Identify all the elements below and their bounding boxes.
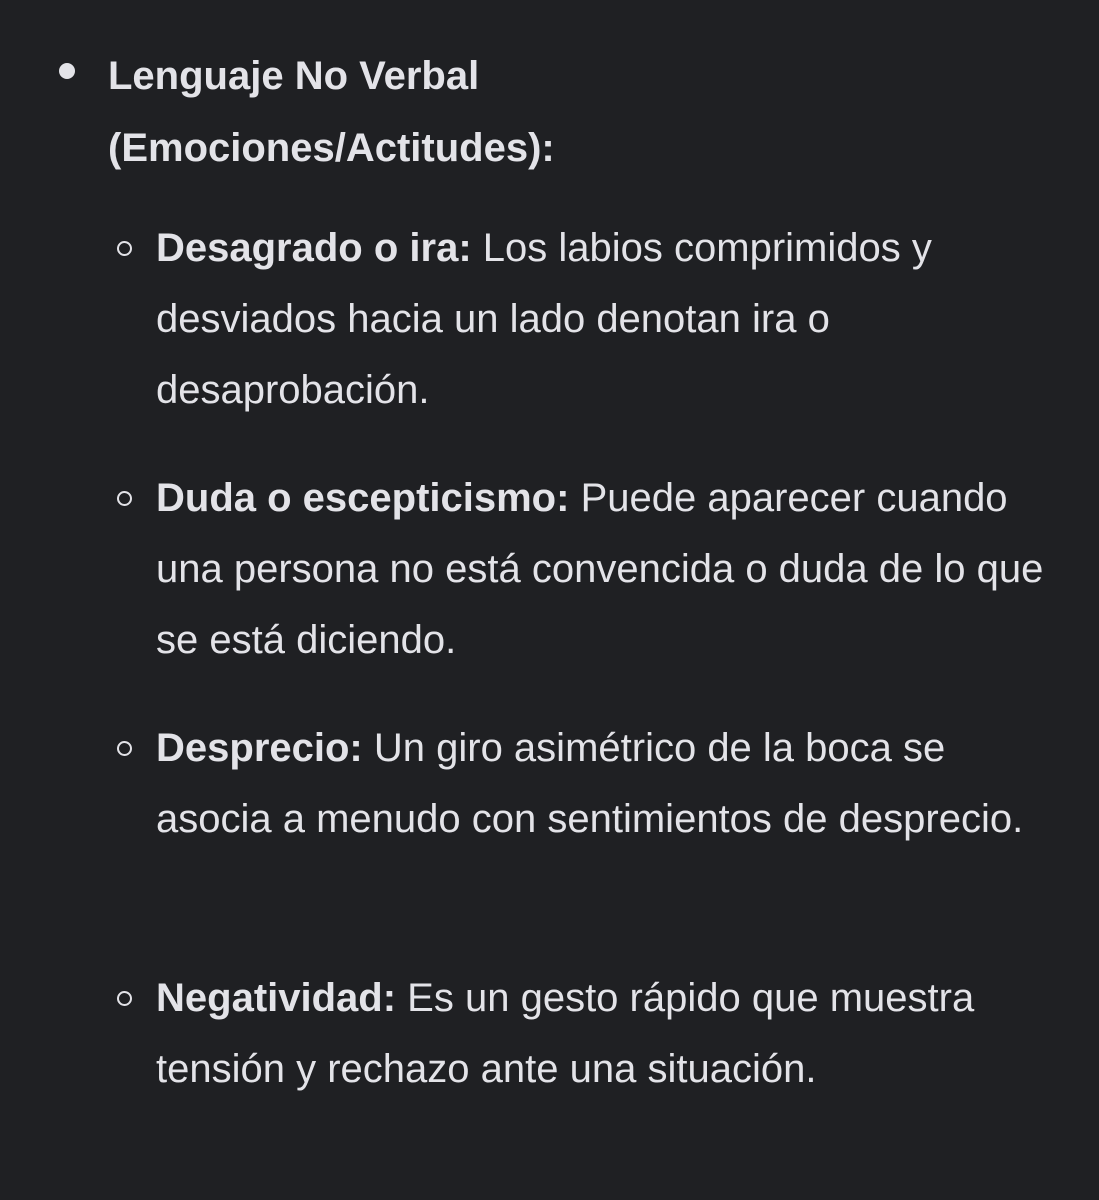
hollow-bullet-icon [117, 741, 132, 756]
list-item-term: Desagrado o ira: [156, 226, 472, 270]
hollow-bullet-icon [117, 241, 132, 256]
list-item-term: Duda o escepticismo: [156, 476, 570, 520]
list-item-description: Puede aparecer cuando una persona no está convencida o duda de lo que se está diciendo. [156, 476, 1044, 662]
section-heading-line1: Lenguaje No Verbal [108, 54, 480, 98]
list-item-text [156, 713, 1071, 855]
section-heading-line2: (Emociones/Actitudes): [108, 126, 555, 170]
list-item-text [156, 213, 1071, 426]
hollow-bullet-icon [117, 491, 132, 506]
list-item-term: Desprecio: [156, 726, 363, 770]
list-item-description: Los labios comprimidos y desviados hacia un lado denotan ira o desaprobación. [156, 226, 932, 412]
list-item-text [156, 463, 1071, 676]
section-heading [108, 40, 1008, 184]
filled-bullet-icon [59, 63, 75, 79]
list-item-term: Negatividad: [156, 976, 397, 1020]
list-item-description: Es un gesto rápido que muestra tensión y rechazo ante una situación. [156, 976, 975, 1091]
list-item-text [156, 963, 1071, 1105]
hollow-bullet-icon [117, 991, 132, 1006]
list-item-description: Un giro asimétrico de la boca se asocia a menudo con sentimientos de desprecio. [156, 726, 1024, 841]
